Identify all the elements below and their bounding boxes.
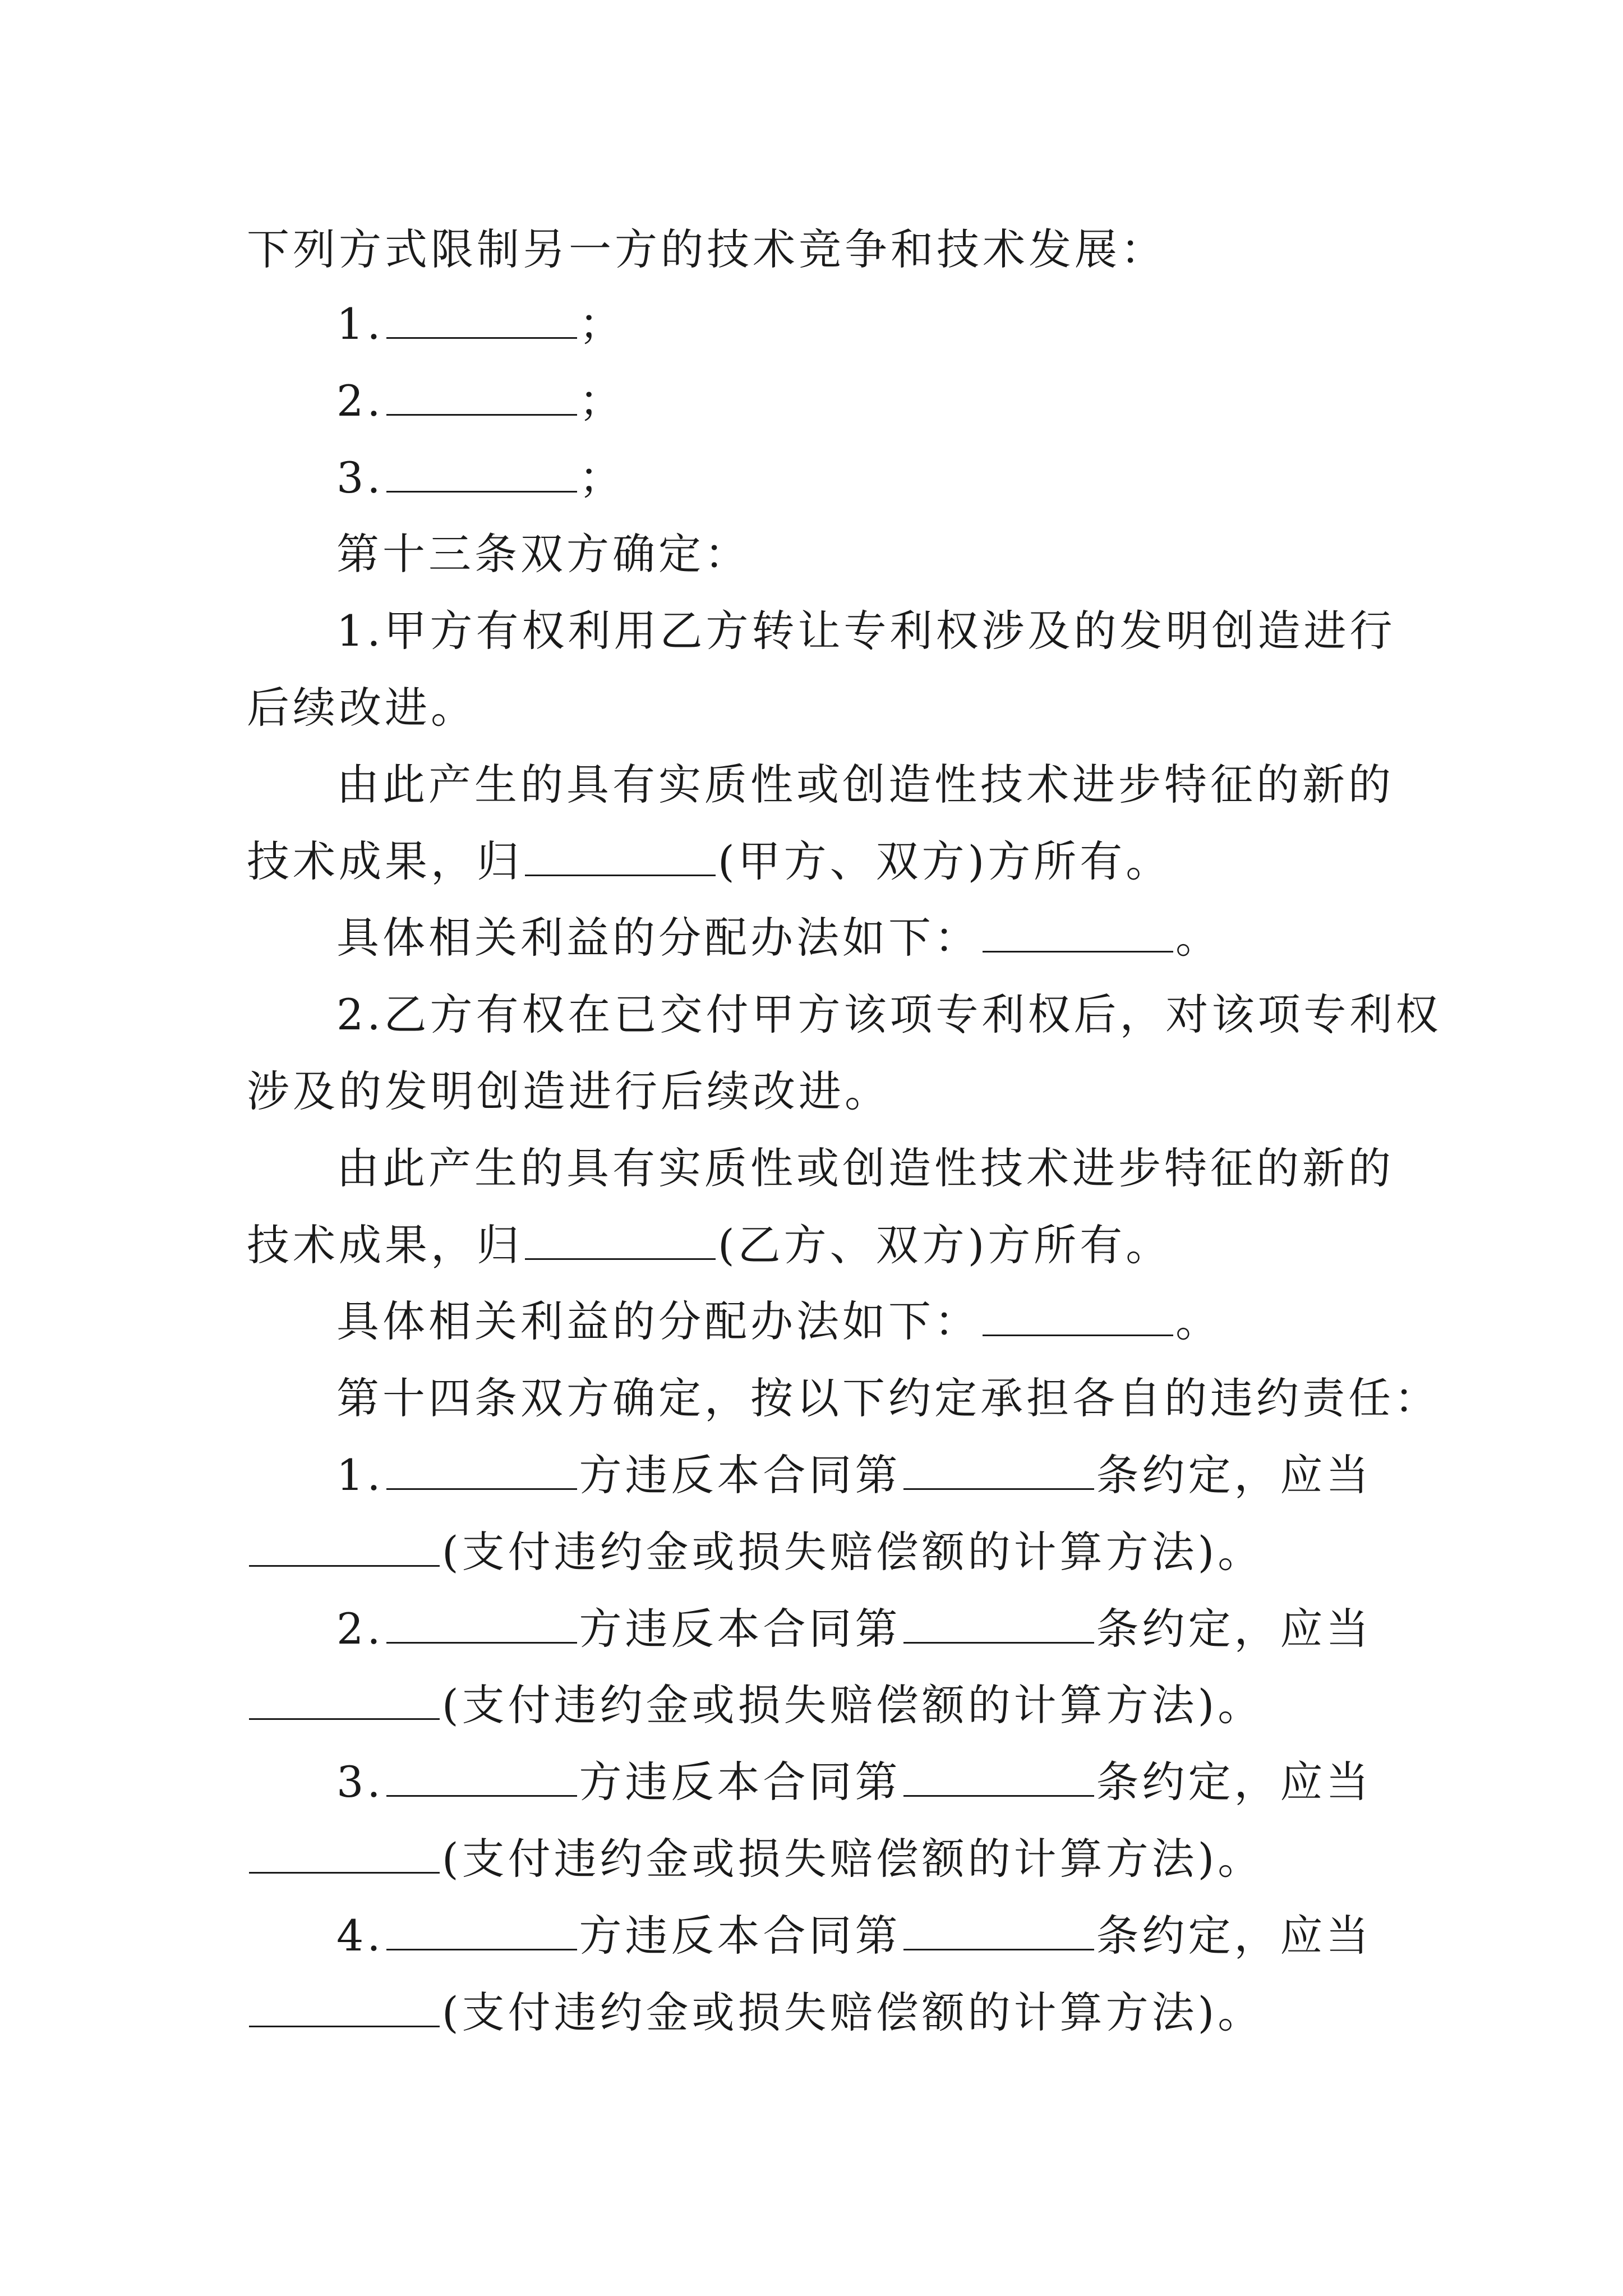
line-suffix: (支付违约金或损失赔偿额的计算方法)。 xyxy=(442,1680,1264,1730)
text-line xyxy=(247,1217,1172,1273)
line-suffix: 条约定，应当 xyxy=(1096,1911,1372,1961)
list-item xyxy=(336,296,625,352)
fill-in-blank[interactable] xyxy=(903,1449,1094,1490)
fill-in-blank[interactable] xyxy=(903,1756,1094,1797)
line-suffix: (支付违约金或损失赔偿额的计算方法)。 xyxy=(442,1834,1264,1884)
text-line xyxy=(336,1140,1394,1197)
line-text: 后续改进。 xyxy=(247,683,477,733)
list-item xyxy=(336,1908,1372,1964)
fill-in-blank[interactable] xyxy=(386,375,577,416)
line-prefix: 具体相关利益的分配办法如下： xyxy=(336,1296,980,1346)
list-item xyxy=(336,373,625,429)
line-suffix: 条约定，应当 xyxy=(1096,1604,1372,1654)
line-suffix: (支付违约金或损失赔偿额的计算方法)。 xyxy=(442,1527,1264,1577)
text-line xyxy=(336,910,1221,966)
line-text: 涉及的发明创造进行后续改进。 xyxy=(247,1066,891,1116)
fill-in-blank[interactable] xyxy=(386,1756,577,1797)
text-line xyxy=(336,1294,1221,1350)
text-line xyxy=(247,680,477,736)
item-suffix: ； xyxy=(579,453,625,503)
fill-in-blank[interactable] xyxy=(386,1910,577,1950)
fill-in-blank[interactable] xyxy=(903,1910,1094,1950)
line-text: 第十四条双方确定，按以下约定承担各自的违约责任： xyxy=(336,1373,1440,1423)
line-suffix: 条约定，应当 xyxy=(1096,1450,1372,1500)
item-number: 4. xyxy=(336,1911,384,1961)
line-suffix: 条约定，应当 xyxy=(1096,1757,1372,1807)
text-line xyxy=(247,1985,1264,2041)
line-text: 1.甲方有权利用乙方转让专利权涉及的发明创造进行 xyxy=(336,606,1396,656)
fill-in-blank[interactable] xyxy=(983,1295,1173,1336)
fill-in-blank[interactable] xyxy=(386,452,577,493)
line-text: 2.乙方有权在已交付甲方该项专利权后，对该项专利权 xyxy=(336,990,1442,1039)
line-suffix: (支付违约金或损失赔偿额的计算方法)。 xyxy=(442,1987,1264,2037)
line-text: 由此产生的具有实质性或创造性技术进步特征的新的 xyxy=(336,1143,1394,1193)
line-middle: 方违反本合同第 xyxy=(579,1911,901,1961)
line-middle: 方违反本合同第 xyxy=(579,1604,901,1654)
line-text: 下列方式限制另一方的技术竞争和技术发展： xyxy=(247,224,1166,274)
line-suffix: 。 xyxy=(1175,913,1221,963)
article-heading xyxy=(336,526,750,582)
fill-in-blank[interactable] xyxy=(525,1219,716,1260)
text-line xyxy=(247,222,1166,278)
fill-in-blank[interactable] xyxy=(249,1833,440,1874)
text-line xyxy=(336,603,1396,659)
list-item xyxy=(336,1447,1372,1503)
item-number: 3. xyxy=(336,453,384,503)
text-line xyxy=(336,987,1442,1043)
line-text: 第十三条双方确定： xyxy=(336,529,750,579)
item-number: 1. xyxy=(336,1450,384,1500)
line-prefix: 技术成果，归 xyxy=(247,836,523,886)
fill-in-blank[interactable] xyxy=(983,912,1173,953)
fill-in-blank[interactable] xyxy=(386,1603,577,1644)
text-line xyxy=(247,1064,891,1120)
line-middle: 方违反本合同第 xyxy=(579,1450,901,1500)
list-item xyxy=(336,450,625,506)
fill-in-blank[interactable] xyxy=(903,1603,1094,1644)
fill-in-blank[interactable] xyxy=(249,1679,440,1720)
text-line xyxy=(247,1524,1264,1580)
text-line xyxy=(247,834,1172,890)
item-suffix: ； xyxy=(579,299,625,349)
text-line xyxy=(247,1677,1264,1733)
text-line xyxy=(336,757,1394,813)
item-number: 3. xyxy=(336,1757,384,1807)
fill-in-blank[interactable] xyxy=(386,298,577,339)
line-suffix: 。 xyxy=(1175,1296,1221,1346)
text-line xyxy=(247,1831,1264,1887)
article-heading xyxy=(336,1370,1440,1427)
item-number: 1. xyxy=(336,299,384,349)
fill-in-blank[interactable] xyxy=(525,835,716,876)
line-prefix: 具体相关利益的分配办法如下： xyxy=(336,913,980,963)
line-text: 由此产生的具有实质性或创造性技术进步特征的新的 xyxy=(336,760,1394,809)
line-suffix: (甲方、双方)方所有。 xyxy=(718,836,1172,886)
line-middle: 方违反本合同第 xyxy=(579,1757,901,1807)
item-suffix: ； xyxy=(579,376,625,426)
fill-in-blank[interactable] xyxy=(249,1986,440,2027)
item-number: 2. xyxy=(336,376,384,426)
list-item xyxy=(336,1754,1372,1810)
item-number: 2. xyxy=(336,1604,384,1654)
line-suffix: (乙方、双方)方所有。 xyxy=(718,1220,1172,1270)
fill-in-blank[interactable] xyxy=(386,1449,577,1490)
list-item xyxy=(336,1601,1372,1657)
line-prefix: 技术成果，归 xyxy=(247,1220,523,1270)
fill-in-blank[interactable] xyxy=(249,1526,440,1567)
